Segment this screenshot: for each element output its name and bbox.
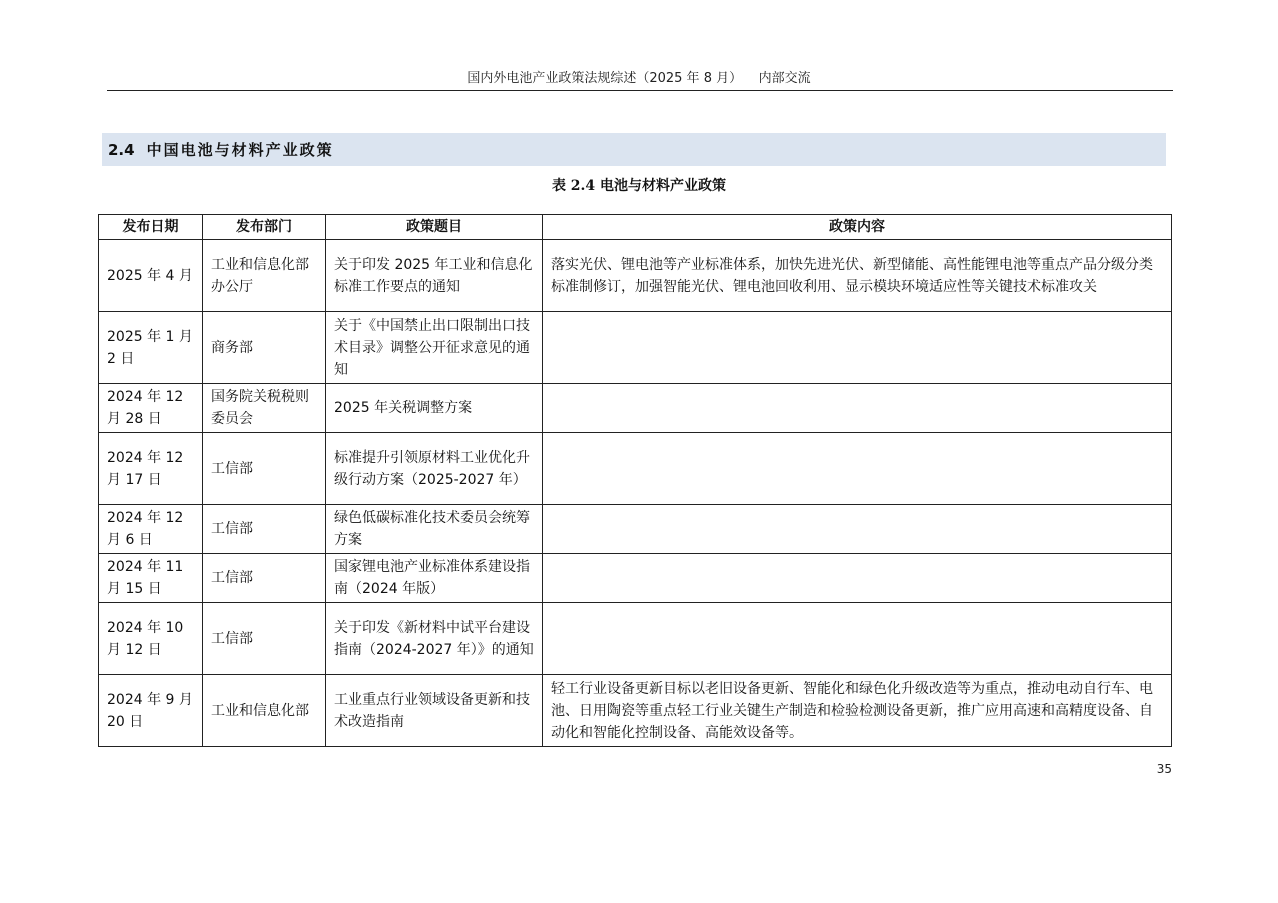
policy-table [98,214,1172,747]
table-row [99,603,1172,675]
column-header-policy-title: 政策题目 [326,215,543,240]
cell-policy-title: 国家锂电池产业标准体系建设指南（2024 年版） [326,554,543,603]
cell-policy-title: 关于《中国禁止出口限制出口技术目录》调整公开征求意见的通知 [326,312,543,384]
cell-department: 工信部 [203,505,326,554]
table-row [99,312,1172,384]
cell-department: 国务院关税税则委员会 [203,384,326,433]
cell-department: 工信部 [203,433,326,505]
cell-department: 商务部 [203,312,326,384]
cell-policy-title: 绿色低碳标准化技术委员会统筹方案 [326,505,543,554]
table-row [99,433,1172,505]
cell-policy-title: 工业重点行业领域设备更新和技术改造指南 [326,675,543,747]
cell-department: 工信部 [203,554,326,603]
cell-policy-title: 2025 年关税调整方案 [326,384,543,433]
table-row [99,505,1172,554]
table-caption: 表 2.4 电池与材料产业政策 [551,178,727,194]
cell-policy-content [543,603,1172,675]
cell-policy-content [543,312,1172,384]
cell-date: 2025 年 1 月 2 日 [99,312,203,384]
column-header-date: 发布日期 [99,215,203,240]
page-header-title: 国内外电池产业政策法规综述（2025 年 8 月） 内部交流 [467,71,811,86]
table-row [99,240,1172,312]
section-number: 2.4 [108,140,135,159]
cell-policy-content [543,505,1172,554]
column-header-department: 发布部门 [203,215,326,240]
cell-policy-title: 关于印发 2025 年工业和信息化标准工作要点的通知 [326,240,543,312]
header-divider [107,90,1173,91]
cell-date: 2024 年 10 月 12 日 [99,603,203,675]
table-row [99,384,1172,433]
cell-policy-content: 轻工行业设备更新目标以老旧设备更新、智能化和绿色化升级改造等为重点，推动电动自行车、电池、日用陶瓷等重点轻工行业关键生产制造和检验检测设备更新，推广应用高速和高精度设备、自动化和智能化控制设备、高能效设备等。 [543,675,1172,747]
cell-policy-content [543,384,1172,433]
cell-date: 2024 年 12 月 28 日 [99,384,203,433]
section-heading [102,133,1166,166]
cell-date: 2024 年 12 月 6 日 [99,505,203,554]
section-title: 中国电池与材料产业政策 [146,141,334,159]
cell-policy-content [543,554,1172,603]
column-header-policy-content: 政策内容 [543,215,1172,240]
table-row [99,675,1172,747]
cell-policy-title: 标准提升引领原材料工业优化升级行动方案（2025-2027 年） [326,433,543,505]
table-header-row [99,215,1172,240]
cell-department: 工业和信息化部办公厅 [203,240,326,312]
cell-date: 2024 年 11 月 15 日 [99,554,203,603]
table-row [99,554,1172,603]
cell-policy-title: 关于印发《新材料中试平台建设指南（2024-2027 年）》的通知 [326,603,543,675]
cell-date: 2024 年 12 月 17 日 [99,433,203,505]
cell-department: 工信部 [203,603,326,675]
cell-policy-content: 落实光伏、锂电池等产业标准体系，加快先进光伏、新型储能、高性能锂电池等重点产品分级分类标准制修订，加强智能光伏、锂电池回收利用、显示模块环境适应性等关键技术标准攻关 [543,240,1172,312]
cell-department: 工业和信息化部 [203,675,326,747]
page-number: 35 [1156,762,1172,776]
cell-date: 2025 年 4 月 [99,240,203,312]
cell-date: 2024 年 9 月 20 日 [99,675,203,747]
cell-policy-content [543,433,1172,505]
